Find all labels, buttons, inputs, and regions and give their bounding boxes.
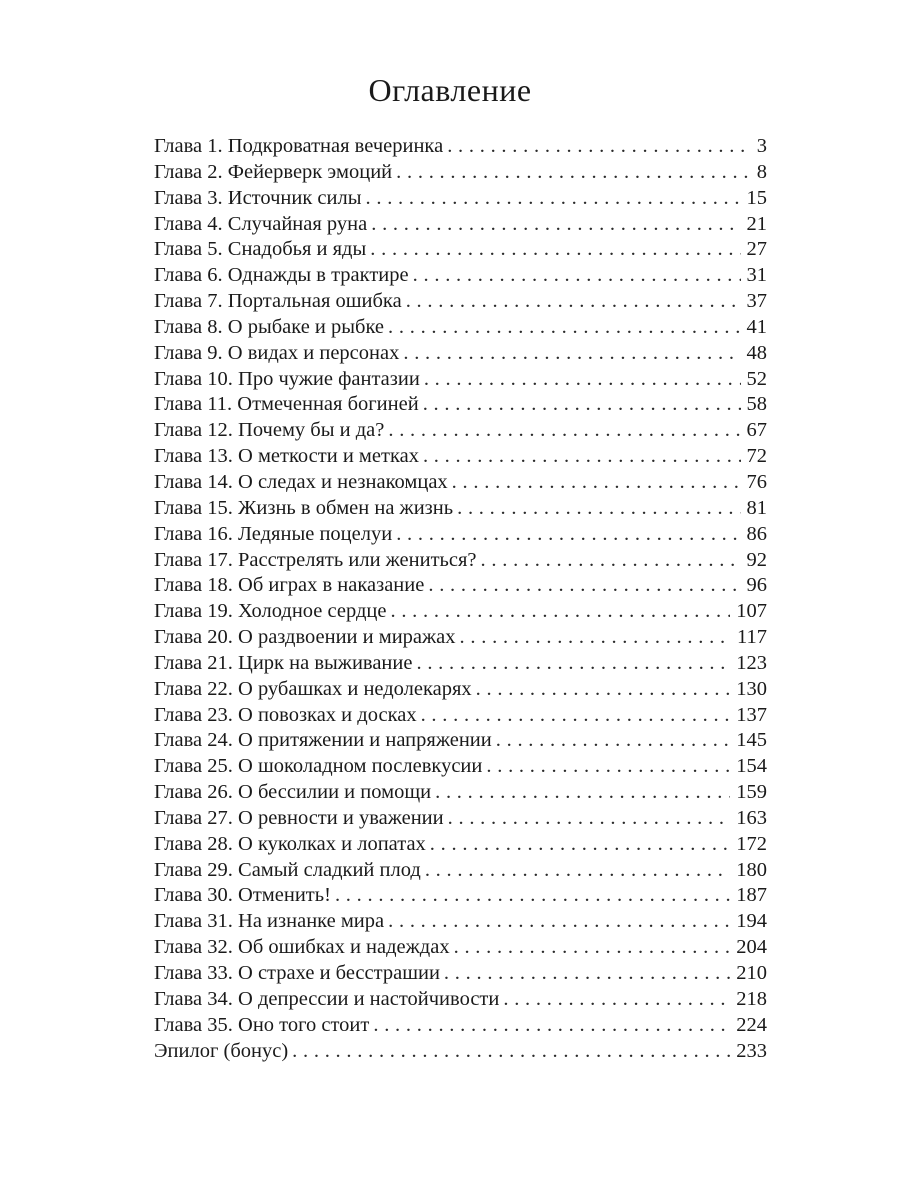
dot-leader — [424, 367, 741, 393]
toc-entry-title: Глава 23. О повозках и досках — [154, 703, 417, 726]
toc-entry — [154, 858, 767, 884]
toc-entry — [154, 625, 767, 651]
toc-entry-page-number: 180 — [736, 858, 767, 881]
dot-leader — [430, 832, 730, 858]
toc-entry-page-number: 72 — [746, 445, 767, 468]
dot-leader — [496, 728, 731, 754]
table-of-contents — [154, 134, 767, 1064]
dot-leader — [370, 237, 740, 263]
toc-entry — [154, 987, 767, 1013]
toc-entry-page-number: 21 — [746, 212, 767, 235]
toc-entry-title: Глава 13. О меткости и метках — [154, 445, 419, 468]
toc-entry-title: Глава 21. Цирк на выживание — [154, 651, 413, 674]
toc-entry-page-number: 194 — [736, 910, 767, 933]
dot-leader — [448, 806, 731, 832]
dot-leader — [373, 1013, 730, 1039]
toc-entry-page-number: 76 — [746, 470, 767, 493]
toc-entry — [154, 418, 767, 444]
toc-entry — [154, 548, 767, 574]
dot-leader — [416, 651, 730, 677]
toc-entry-page-number: 41 — [746, 315, 767, 338]
dot-leader — [447, 134, 751, 160]
toc-entry-title: Глава 17. Расстрелять или жениться? — [154, 548, 477, 571]
toc-entry-page-number: 86 — [746, 522, 767, 545]
toc-entry-page-number: 145 — [736, 729, 767, 752]
toc-entry — [154, 703, 767, 729]
toc-entry-page-number: 224 — [736, 1013, 767, 1036]
toc-entry-page-number: 52 — [746, 367, 767, 390]
dot-leader — [390, 599, 730, 625]
toc-entry — [154, 134, 767, 160]
toc-entry-title: Глава 27. О ревности и уважении — [154, 806, 444, 829]
toc-entry — [154, 1013, 767, 1039]
toc-entry-title: Глава 11. Отмеченная богиней — [154, 393, 419, 416]
toc-entry-page-number: 172 — [736, 832, 767, 855]
dot-leader — [335, 883, 730, 909]
dot-leader — [423, 444, 741, 470]
toc-entry-page-number: 3 — [756, 135, 767, 157]
dot-leader — [476, 677, 731, 703]
toc-entry-title: Глава 9. О видах и персонах — [154, 341, 400, 364]
toc-entry — [154, 160, 767, 186]
dot-leader — [292, 1039, 730, 1065]
toc-entry-title: Глава 33. О страхе и бесстрашии — [154, 962, 440, 984]
toc-entry-title: Глава 7. Портальная ошибка — [154, 290, 402, 313]
dot-leader — [366, 186, 741, 212]
toc-entry — [154, 367, 767, 393]
toc-entry — [154, 832, 767, 858]
toc-entry — [154, 935, 767, 961]
toc-entry — [154, 728, 767, 754]
toc-entry — [154, 392, 767, 418]
toc-entry-page-number: 187 — [736, 884, 767, 907]
toc-entry-page-number: 163 — [736, 806, 767, 829]
toc-entry — [154, 470, 767, 496]
toc-entry — [154, 341, 767, 367]
toc-entry-title: Глава 26. О бессилии и помощи — [154, 781, 432, 804]
toc-entry — [154, 186, 767, 212]
toc-entry — [154, 651, 767, 677]
toc-entry-page-number: 37 — [746, 290, 767, 313]
toc-entry-title: Глава 19. Холодное сердце — [154, 600, 387, 623]
dot-leader — [403, 341, 740, 367]
dot-leader — [481, 548, 741, 574]
toc-entry-page-number: 204 — [736, 936, 767, 959]
toc-entry — [154, 806, 767, 832]
toc-entry-title: Глава 5. Снадобья и яды — [154, 238, 367, 261]
toc-entry-title: Глава 6. Однажды в трактире — [154, 264, 409, 287]
toc-entry-title: Глава 31. На изнанке мира — [154, 910, 385, 933]
toc-entry-title: Глава 4. Случайная руна — [154, 212, 368, 235]
toc-entry-title: Глава 22. О рубашках и недолекарях — [154, 677, 472, 700]
toc-entry-page-number: 218 — [736, 987, 767, 1010]
dot-leader — [388, 418, 740, 444]
dot-leader — [452, 470, 741, 496]
dot-leader — [486, 754, 730, 780]
dot-leader — [388, 315, 740, 341]
toc-entry-title: Глава 15. Жизнь в обмен на жизнь — [154, 496, 454, 519]
toc-entry-title: Глава 35. Оно того стоит — [154, 1013, 370, 1036]
toc-entry-title: Глава 1. Подкроватная вечеринка — [154, 135, 444, 157]
dot-leader — [413, 263, 741, 289]
toc-entry — [154, 522, 767, 548]
toc-entry-title: Глава 10. Про чужие фантазии — [154, 367, 420, 390]
dot-leader — [435, 780, 730, 806]
toc-entry-page-number: 123 — [736, 651, 767, 674]
dot-leader — [388, 909, 730, 935]
dot-leader — [423, 392, 741, 418]
toc-entry-page-number: 159 — [736, 781, 767, 804]
dot-leader — [460, 625, 731, 651]
page-title: Оглавление — [368, 72, 532, 108]
toc-entry-title: Глава 8. О рыбаке и рыбке — [154, 315, 385, 338]
dot-leader — [396, 522, 740, 548]
toc-entry — [154, 212, 767, 238]
toc-entry-page-number: 15 — [746, 186, 767, 209]
toc-entry — [154, 1039, 767, 1065]
toc-entry-title: Глава 16. Ледяные поцелуи — [154, 522, 393, 545]
toc-entry — [154, 780, 767, 806]
toc-entry — [154, 754, 767, 780]
toc-entry-page-number: 117 — [737, 626, 767, 649]
toc-entry-title: Глава 24. О притяжении и напряжении — [154, 729, 492, 752]
dot-leader — [503, 987, 730, 1013]
toc-entry-title: Глава 32. Об ошибках и надеждах — [154, 936, 450, 959]
dot-leader — [421, 703, 731, 729]
dot-leader — [396, 160, 751, 186]
toc-entry-page-number: 92 — [746, 548, 767, 571]
dot-leader — [454, 935, 731, 961]
toc-entry — [154, 263, 767, 289]
toc-entry — [154, 496, 767, 522]
toc-entry-title: Глава 20. О раздвоении и миражах — [154, 626, 456, 649]
toc-entry-page-number: 8 — [756, 160, 767, 183]
toc-entry-page-number: 107 — [736, 600, 767, 623]
toc-entry-page-number: 233 — [736, 1039, 767, 1062]
toc-entry-page-number: 81 — [746, 496, 767, 519]
toc-entry-title: Глава 3. Источник силы — [154, 186, 362, 209]
toc-entry — [154, 315, 767, 341]
toc-entry-title: Глава 34. О депрессии и настойчивости — [154, 987, 500, 1010]
toc-entry-title: Эпилог (бонус) — [154, 1039, 289, 1062]
toc-entry-title: Глава 14. О следах и незнакомцах — [154, 470, 448, 493]
toc-entry — [154, 909, 767, 935]
toc-entry-title: Глава 29. Самый сладкий плод — [154, 858, 421, 881]
toc-entry-title: Глава 30. Отменить! — [154, 884, 331, 907]
toc-entry-title: Глава 2. Фейерверк эмоций — [154, 160, 393, 183]
toc-entry-page-number: 137 — [736, 703, 767, 726]
toc-entry — [154, 237, 767, 263]
toc-entry — [154, 289, 767, 315]
dot-leader — [406, 289, 741, 315]
toc-entry-title: Глава 12. Почему бы и да? — [154, 419, 385, 442]
toc-entry-page-number: 58 — [746, 393, 767, 416]
dot-leader — [425, 858, 730, 884]
dot-leader — [371, 212, 740, 238]
toc-entry — [154, 677, 767, 703]
toc-entry-page-number: 48 — [746, 341, 767, 364]
toc-entry-page-number: 210 — [736, 962, 767, 984]
toc-entry — [154, 573, 767, 599]
toc-entry-page-number: 96 — [746, 574, 767, 597]
toc-entry-title: Глава 25. О шоколадном послевкусии — [154, 755, 483, 778]
toc-entry — [154, 883, 767, 909]
toc-entry — [154, 444, 767, 470]
toc-entry-title: Глава 18. Об играх в наказание — [154, 574, 425, 597]
toc-entry-page-number: 154 — [736, 755, 767, 778]
toc-entry-page-number: 31 — [746, 264, 767, 287]
toc-entry-page-number: 130 — [736, 677, 767, 700]
dot-leader — [428, 573, 740, 599]
toc-entry-page-number: 67 — [746, 419, 767, 442]
toc-entry — [154, 599, 767, 625]
toc-entry-title: Глава 28. О куколках и лопатах — [154, 832, 426, 855]
toc-entry-page-number: 27 — [746, 238, 767, 261]
dot-leader — [444, 961, 730, 987]
dot-leader — [457, 496, 740, 522]
toc-entry — [154, 961, 767, 987]
